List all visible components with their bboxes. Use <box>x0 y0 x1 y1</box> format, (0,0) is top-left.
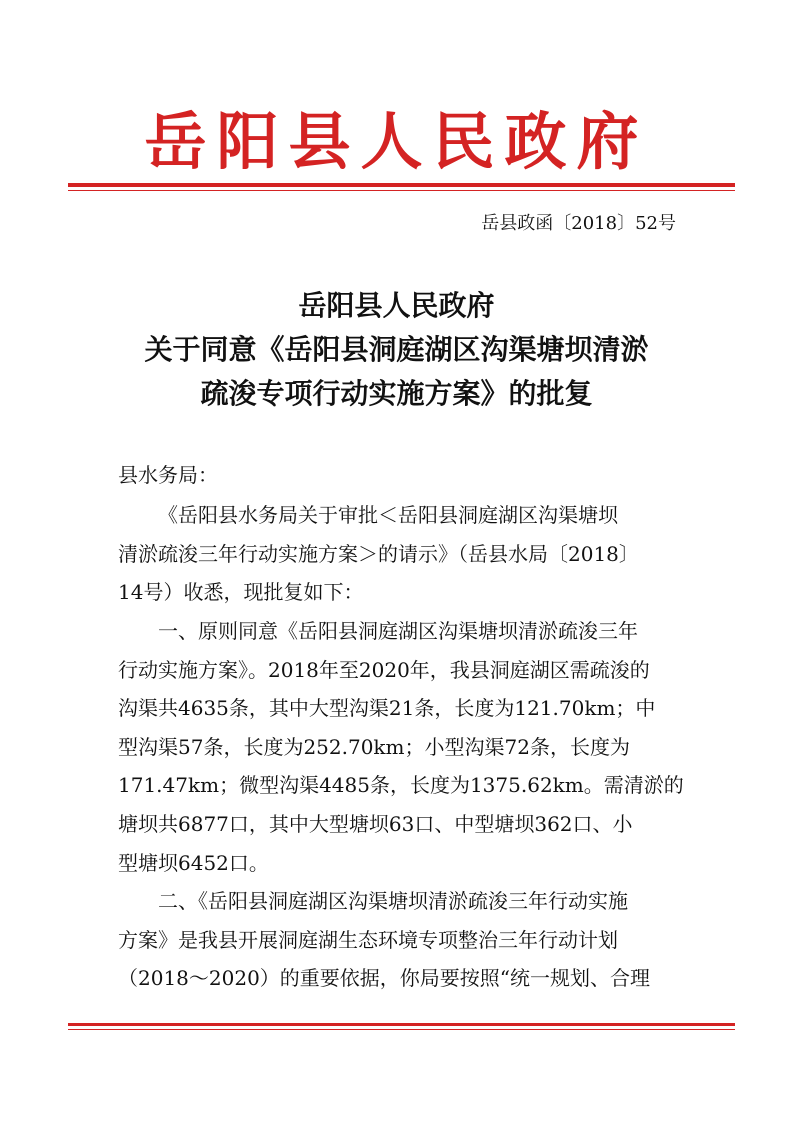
paragraph-line: 塘坝共6877口，其中大型塘坝63口、中型塘坝362口、小 <box>118 811 633 836</box>
paragraph-line: 14号）收悉，现批复如下： <box>118 580 364 605</box>
red-divider-bottom-thin <box>68 1029 735 1030</box>
paragraph-line: 方案》是我县开展洞庭湖生态环境专项整治三年行动计划 <box>118 927 618 952</box>
issuer-title: 岳阳县人民政府 <box>144 105 649 178</box>
red-divider-bottom <box>68 1023 735 1026</box>
red-divider-top-thin <box>68 190 735 191</box>
paragraph-line: 《岳阳县水务局关于审批＜岳阳县洞庭湖区沟渠塘坝 <box>158 503 618 527</box>
paragraph-line: 行动实施方案》。2018年至2020年，我县洞庭湖区需疏浚的 <box>118 657 650 682</box>
paragraph-line: 型塘坝6452口。 <box>118 850 269 875</box>
red-divider-top <box>68 183 735 187</box>
paragraph-line: 一、原则同意《岳阳县洞庭湖区沟渠塘坝清淤疏浚三年 <box>158 619 638 643</box>
paragraph-line: 型沟渠57条，长度为252.70km；小型沟渠72条，长度为 <box>118 734 630 759</box>
paragraph-line: 二、《岳阳县洞庭湖区沟渠塘坝清淤疏浚三年行动实施 <box>158 889 628 913</box>
paragraph-line: 清淤疏浚三年行动实施方案＞的请示》（岳县水局〔2018〕 <box>118 541 639 566</box>
salutation: 县水务局： <box>118 463 218 487</box>
paragraph-line: 沟渠共4635条，其中大型沟渠21条，长度为121.70km；中 <box>118 696 656 721</box>
paragraph-line: （2018～2020）的重要依据，你局要按照“统一规划、合理 <box>118 966 651 991</box>
paragraph-item-1 <box>118 612 684 882</box>
paragraph-line: 171.47km；微型沟渠4485条，长度为1375.62km。需清淤的 <box>118 773 684 798</box>
document-number: 岳县政函〔2018〕52号 <box>481 213 676 234</box>
title-line-1: 岳阳县人民政府 <box>298 289 495 322</box>
title-line-3: 疏浚专项行动实施方案》的批复 <box>200 377 593 410</box>
paragraph-item-2 <box>118 882 680 998</box>
paragraph-intro <box>118 496 680 612</box>
title-line-2: 关于同意《岳阳县洞庭湖区沟渠塘坝清淤 <box>144 333 649 366</box>
document-title <box>0 284 793 416</box>
